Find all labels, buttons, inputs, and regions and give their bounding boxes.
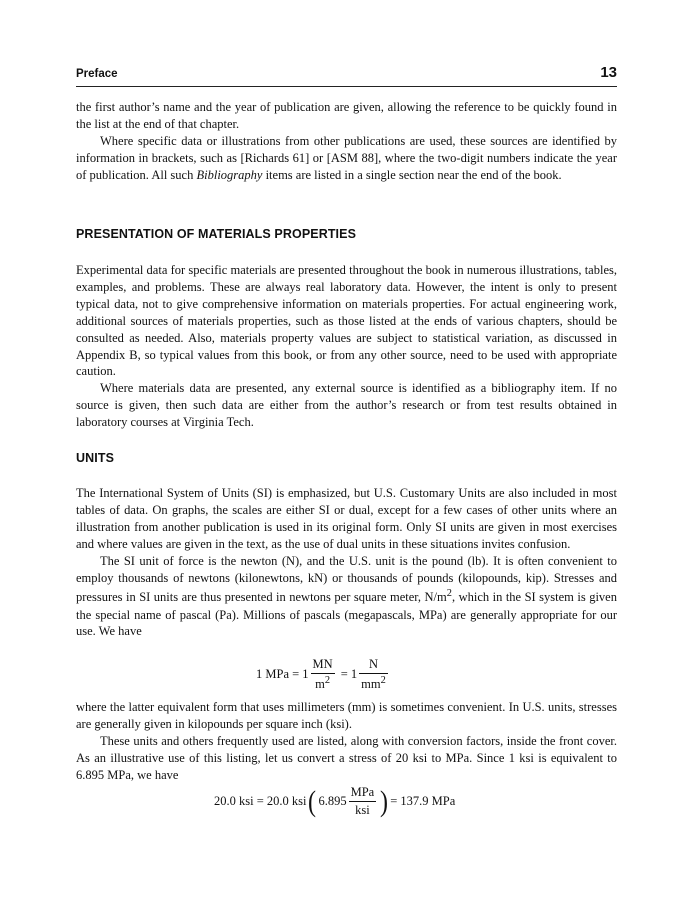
eq2-rhs: = 137.9 MPa bbox=[390, 794, 456, 808]
units-paragraph-2: The SI unit of force is the newton (N), and the U.S. unit is the pound (lb). It is often convenient to employ thousands of newtons (kilonewtons, kN) or thousands of pounds (kilopounds, kip). Stresses and pressures in SI units are thus presented in newtons per square meter, $N/m^2$, which in the SI system is given the special name of pascal (Pa). Millions of pascals (megapascals, MPa) are generally appropriate for our use. We have bbox=[76, 553, 617, 639]
units-paragraph-1: The International System of Units (SI) is emphasized, but U.S. Customary Units are also included in most tables of data. On graphs, the scales are either SI or dual, except for a few cases of other units where an illustration from another publication is used in its original form. Only SI units are given in most exercises and where values are given in the text, as the use of dual units in these situations invites confusion. bbox=[76, 486, 617, 551]
materials-paragraph-1: Experimental data for specific materials are presented throughout the book in numerous illustrations, tables, examples, and problems. These are always real laboratory data. However, the intent is only to present typical data, not to give comprehensive information on materials properties. For actual engineering work, additional sources of materials properties, such as those listed at the ends of various chapters, should be consulted as needed. Also, materials property values are subject to statistical variation, as discussed in Appendix B, so typical values from this book, or from any other source, need to be used with appropriate caution. bbox=[76, 263, 617, 379]
section-heading-units: UNITS bbox=[76, 451, 114, 465]
page-number: 13 bbox=[600, 64, 617, 81]
eq1-fraction-1: $\frac{MN}{m^2}$ bbox=[312, 657, 333, 692]
equation-ksi-conversion bbox=[214, 785, 455, 818]
units-paragraph-4: These units and others frequently used are listed, along with conversion factors, inside the front cover. As an illustrative use of this listing, let us convert a stress of 20 ksi to MPa. Since 1 ksi is equivalent to 6.895 MPa, we have bbox=[76, 733, 617, 782]
running-title: Preface bbox=[76, 68, 118, 80]
running-header bbox=[76, 62, 617, 87]
materials-paragraph-2: Where materials data are presented, any external source is identified as a bibliography item. If no source is given, then such data are either from the author’s research or from test results obtained in laboratory courses at Virginia Tech. bbox=[76, 381, 617, 430]
intro-paragraph-1: the first author’s name and the year of publication are given, allowing the reference to be quickly found in the list at the end of that chapter. bbox=[76, 100, 617, 131]
units-paragraph-3: where the latter equivalent form that uses millimeters (mm) is sometimes convenient. In U.S. units, stresses are generally given in kilopounds per square inch (ksi). bbox=[76, 700, 617, 731]
intro-text bbox=[76, 99, 617, 184]
section-heading-materials: PRESENTATION OF MATERIALS PROPERTIES bbox=[76, 227, 357, 241]
eq2-factor: 6.895 bbox=[318, 794, 347, 808]
eq1-mid: = 1 bbox=[340, 667, 358, 682]
eq1-fraction-2: $\frac{N}{mm^2}$ bbox=[361, 657, 386, 692]
eq2-paren-close: ) bbox=[380, 784, 389, 818]
eq1-lhs: 1 MPa = 1 bbox=[256, 667, 309, 682]
eq2-paren-open: ( bbox=[308, 784, 317, 818]
units-text-continued bbox=[76, 699, 617, 784]
units-text bbox=[76, 485, 617, 640]
equation-mpa-definition bbox=[256, 657, 390, 692]
eq2-lhs: 20.0 ksi = 20.0 ksi bbox=[214, 794, 307, 808]
eq2-fraction: $\frac{\text{MPa}}{\text{ksi}}$ bbox=[350, 785, 375, 817]
intro-paragraph-2: Where specific data or illustrations from other publications are used, these sources are identified by information in brackets, such as [Richards 61] or [ASM 88], where the two-digit numbers indicate the year of publication. All such Bibliography items are listed in a single section near the end of the book. bbox=[76, 133, 617, 182]
materials-text bbox=[76, 262, 617, 431]
bibliography-emphasis: Bibliography bbox=[196, 167, 263, 182]
